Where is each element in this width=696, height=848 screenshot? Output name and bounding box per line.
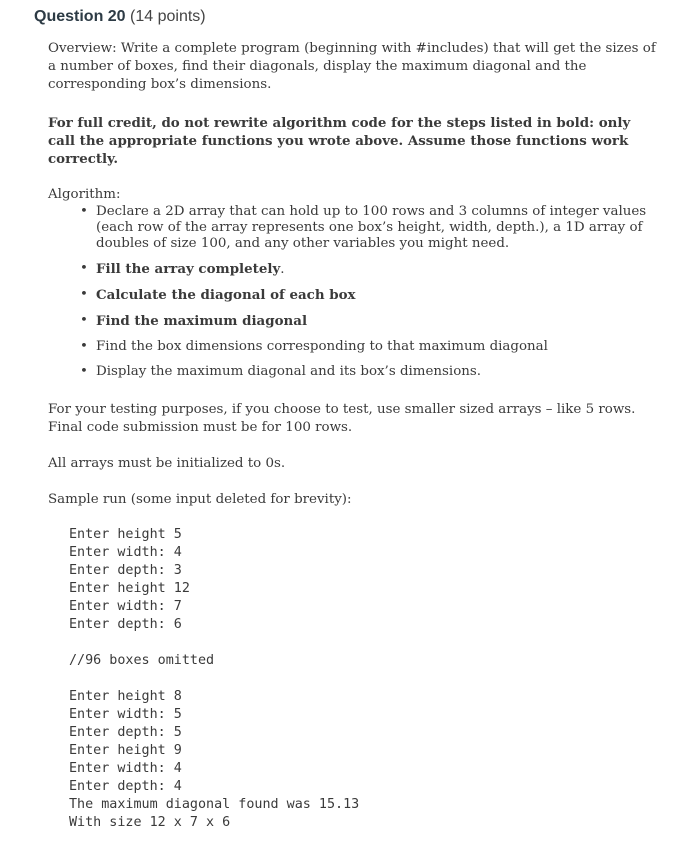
code-line: Enter width: 4 (69, 545, 182, 560)
algorithm-step: • Find the box dimensions corresponding to that maximum diagonal (80, 339, 548, 354)
code-comment: //96 boxes omitted (69, 653, 215, 668)
bullet-icon: • (80, 204, 88, 219)
code-line: Enter depth: 5 (69, 725, 182, 740)
code-line: Enter width: 7 (69, 599, 182, 614)
code-line: Enter depth: 3 (69, 563, 182, 578)
testing-note: For your testing purposes, if you choose to test, use smaller sized arrays – like 5 rows. Final code submission must be for 100 rows. (48, 402, 636, 435)
algorithm-step (80, 286, 658, 305)
question-header (34, 8, 206, 26)
overview-paragraph: Overview: Write a complete program (beginning with #includes) that will get the sizes of a number of boxes, find their diagonals, display the maximum diagonal and the corresponding box’s dimensions. (48, 41, 656, 92)
question-points: (14 points) (130, 8, 206, 25)
bold-step-text: Fill the array completely (96, 261, 281, 277)
algorithm-step (80, 312, 658, 331)
sample-run-label: Sample run (some input deleted for brevity): (48, 492, 352, 507)
sample-run-output (48, 526, 658, 832)
algorithm-step: • Display the maximum diagonal and its box’s dimensions. (80, 364, 482, 379)
code-line: With size 12 x 7 x 6 (69, 815, 231, 830)
arrays-note: All arrays must be initialized to 0s. (48, 456, 286, 471)
bullet-icon: • (80, 313, 88, 328)
code-line: Enter height 12 (69, 581, 190, 596)
bold-step-text: Find the maximum diagonal (96, 313, 308, 329)
algorithm-label: Algorithm: (48, 187, 121, 202)
code-line: Enter depth: 6 (69, 617, 182, 632)
bullet-icon: • (80, 364, 88, 379)
code-line: Enter height 8 (69, 689, 182, 704)
code-line: Enter depth: 4 (69, 779, 182, 794)
algorithm-steps (48, 204, 658, 381)
bold-step-text: Calculate the diagonal of each box (96, 287, 356, 303)
code-line: Enter height 9 (69, 743, 182, 758)
code-line: The maximum diagonal found was 15.13 (69, 797, 360, 812)
code-line: Enter width: 4 (69, 761, 182, 776)
bullet-icon: • (80, 287, 88, 302)
question-body (48, 40, 658, 832)
algorithm-step: • Declare a 2D array that can hold up to 100 rows and 3 columns of integer values (each row of the array represents one box’s height, width, depth.), a 1D array of doubles of size 100, and any other variables you might need. (80, 204, 647, 251)
credit-note: For full credit, do not rewrite algorithm code for the steps listed in bold: only call the appropriate functions you wrote above. Assume those functions work correctly. (48, 115, 631, 167)
bullet-icon: • (80, 339, 88, 354)
question-title: Question 20 (34, 8, 126, 25)
algorithm-step: • Fill the array completely. (80, 261, 285, 277)
bullet-icon: • (80, 261, 88, 276)
code-line: Enter height 5 (69, 527, 182, 542)
code-line: Enter width: 5 (69, 707, 182, 722)
